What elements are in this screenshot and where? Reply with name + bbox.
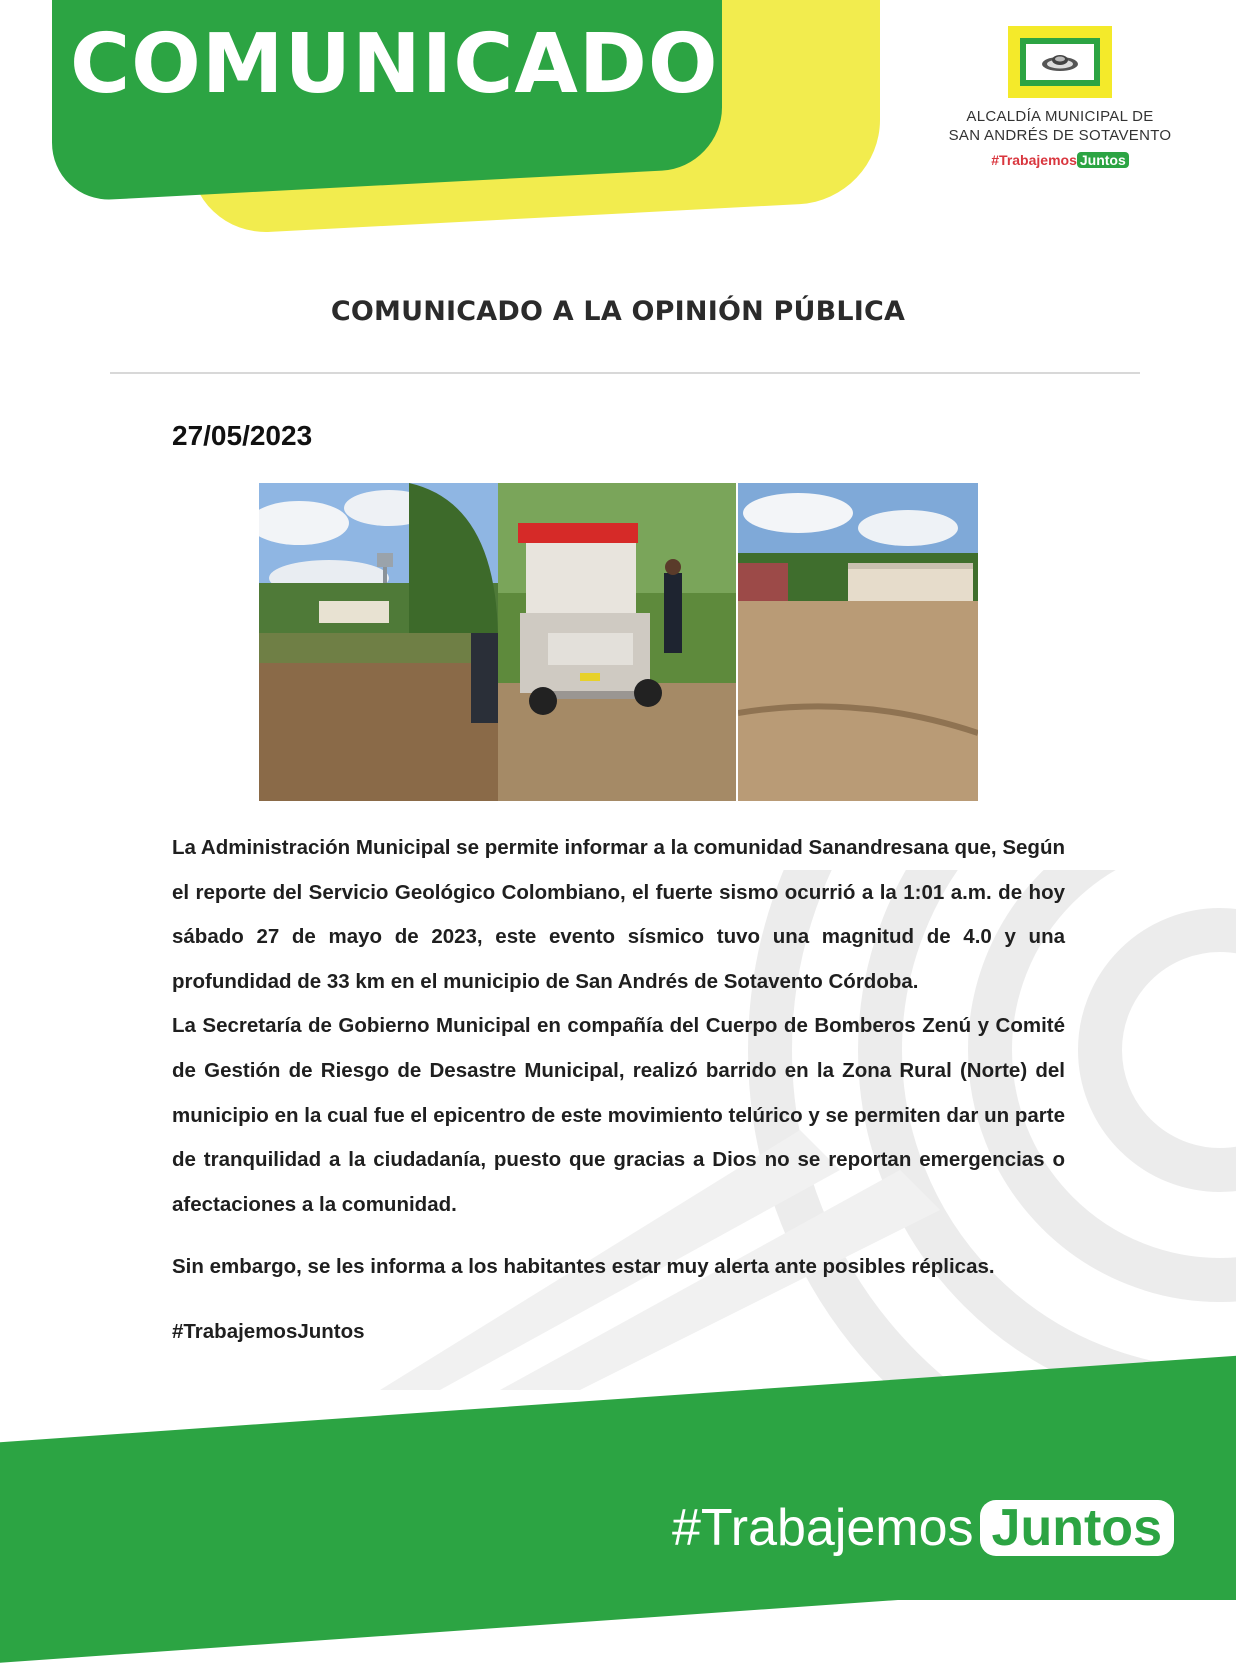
closing-hashtag: #TrabajemosJuntos [172, 1319, 365, 1343]
page-title: COMUNICADO A LA OPINIÓN PÚBLICA [330, 296, 906, 327]
logo-hashtag-pill: Juntos [1077, 152, 1129, 168]
document-date: 27/05/2023 [172, 420, 313, 451]
footer-hashtag [672, 1498, 1174, 1558]
footer-hashtag-prefix: #Trabajemos [672, 1499, 974, 1557]
title-divider [110, 372, 1140, 374]
body-paragraph: Sin embargo, se les informa a los habitantes estar muy alerta ante posibles réplicas. [172, 1255, 995, 1279]
sombrero-vueltiao-icon [1040, 50, 1080, 74]
body-paragraph: La Administración Municipal se permite informar a la comunidad Sanandresana que, Según el reporte del Servicio Geológico Colombiano, el fuerte sismo ocurrió a la 1:01 a.m. de hoy sábado 27 de mayo de 2023, este evento sísmico tuvo una magnitud de 4.0 y una profundidad de 33 km en el municipio de San Andrés de Sotavento Córdoba. [172, 836, 1065, 993]
logo-name-line1: ALCALDÍA MUNICIPAL DE [966, 108, 1154, 125]
logo-hashtag-prefix: #Trabajemos [991, 152, 1077, 168]
logo-hashtag [940, 152, 1180, 168]
logo-name-line2: SAN ANDRÉS DE SOTAVENTO [948, 127, 1172, 144]
school-building-field-photo [738, 483, 978, 801]
banner-title: COMUNICADO [70, 17, 719, 112]
footer-hashtag-pill: Juntos [980, 1500, 1174, 1556]
firefighter-truck-photo [498, 483, 736, 801]
document-body [172, 826, 1065, 1355]
rural-field-water-tower-photo [259, 483, 498, 801]
body-paragraph: La Secretaría de Gobierno Municipal en compañía del Cuerpo de Bomberos Zenú y Comité de Gestión de Riesgo de Desastre Municipal, realizó barrido en la Zona Rural (Norte) del municipio en la cual fue el epicentro de este movimiento telúrico y se permiten dar un parte de tranquilidad a la ciudadanía, puesto que gracias a Dios no se reportan emergencias o afectaciones a la comunidad. [172, 1014, 1065, 1216]
